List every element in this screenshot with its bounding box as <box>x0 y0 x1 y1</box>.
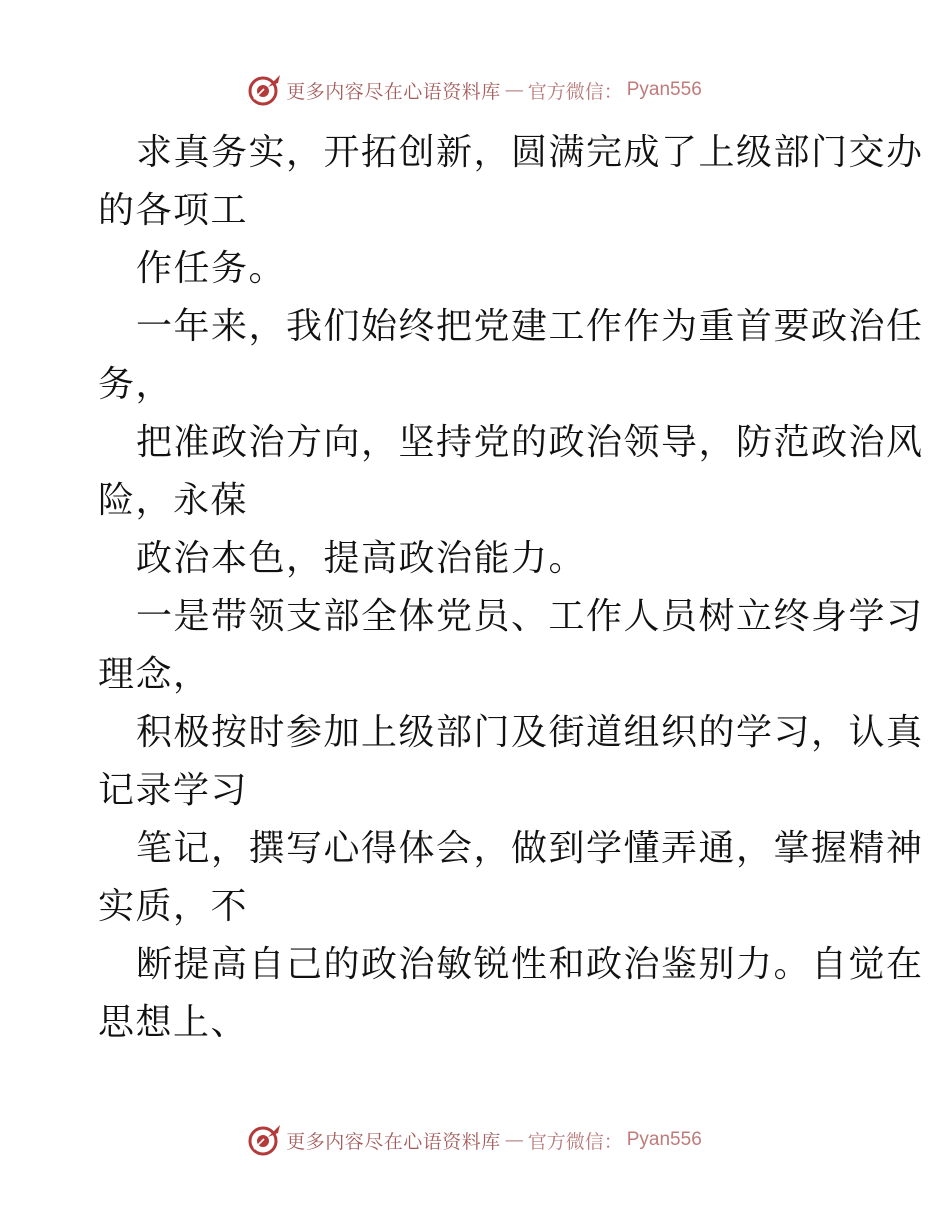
text-line: 政治本色，提高政治能力。 <box>136 538 587 579</box>
text-line: 求真务实，开拓创新，圆满完成了上级部门交办 <box>136 132 924 173</box>
document-body <box>98 124 924 1052</box>
text-line: 笔记，撰写心得体会，做到学懂弄通，掌握精神 <box>136 828 924 869</box>
text-line: 险，永葆 <box>98 480 249 521</box>
text-line: 作任务。 <box>136 248 287 289</box>
footer-wechat-id: Pyan556 <box>626 1129 702 1150</box>
header-banner-inner <box>248 73 702 107</box>
header-banner-separator: — <box>504 79 524 101</box>
text-line: 的各项工 <box>98 190 249 231</box>
header-wechat-id: Pyan556 <box>626 79 702 100</box>
text-line: 实质，不 <box>98 886 249 927</box>
quill-logo-icon <box>248 1123 282 1157</box>
footer-banner-text: 更多内容尽在心语资料库 <box>286 1130 501 1153</box>
text-line: 思想上、 <box>98 1002 249 1043</box>
text-line: 一是带领支部全体党员、工作人员树立终身学习 <box>136 596 924 637</box>
text-line: 理念， <box>98 654 211 695</box>
text-line: 记录学习 <box>98 770 249 811</box>
text-line: 务， <box>98 364 174 405</box>
footer-banner-separator: — <box>504 1129 524 1151</box>
footer-banner-inner <box>248 1123 702 1157</box>
text-line: 一年来，我们始终把党建工作作为重首要政治任 <box>136 306 924 347</box>
header-banner <box>0 70 950 110</box>
quill-logo-icon <box>248 73 282 107</box>
text-line: 积极按时参加上级部门及街道组织的学习，认真 <box>136 712 924 753</box>
header-wechat-label: 官方微信： <box>527 80 623 103</box>
text-line: 把准政治方向，坚持党的政治领导，防范政治风 <box>136 422 924 463</box>
text-line: 断提高自己的政治敏锐性和政治鉴别力。自觉在 <box>136 944 924 985</box>
footer-banner <box>0 1120 950 1160</box>
footer-wechat-label: 官方微信： <box>527 1130 623 1153</box>
header-banner-text: 更多内容尽在心语资料库 <box>286 80 501 103</box>
